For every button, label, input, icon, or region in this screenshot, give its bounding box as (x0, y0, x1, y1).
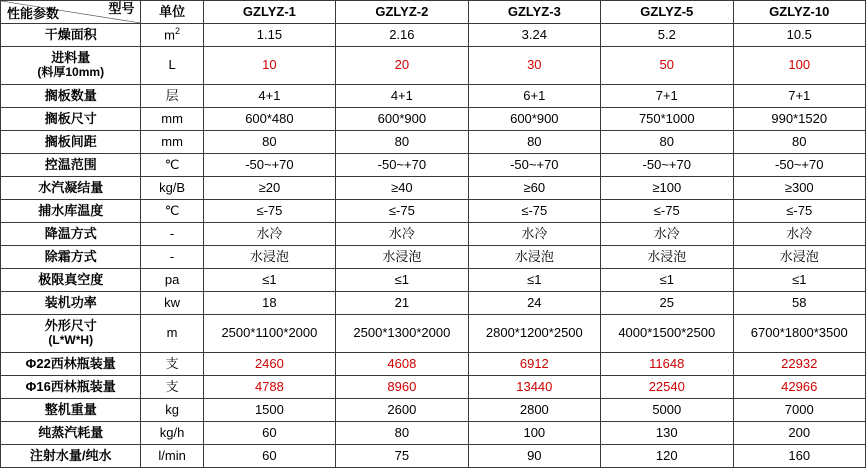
cell-value: 990*1520 (733, 108, 866, 131)
cell-value: -50~+70 (203, 154, 335, 177)
cell-value: -50~+70 (468, 154, 600, 177)
cell-value: 80 (601, 131, 733, 154)
table-row (1, 445, 866, 468)
cell-value: 130 (601, 422, 733, 445)
table-row (1, 246, 866, 269)
cell-value: 600*900 (336, 108, 468, 131)
cell-value: 7000 (733, 399, 866, 422)
table-row (1, 223, 866, 246)
cell-value: ≥40 (336, 177, 468, 200)
cell-value: 水浸泡 (468, 246, 600, 269)
row-label: 捕水库温度 (1, 200, 141, 223)
row-unit: l/min (141, 445, 203, 468)
cell-value: 60 (203, 422, 335, 445)
table-row (1, 315, 866, 353)
cell-value: 58 (733, 292, 866, 315)
row-label (1, 47, 141, 85)
row-label: 纯蒸汽耗量 (1, 422, 141, 445)
cell-value: 2500*1300*2000 (336, 315, 468, 353)
cell-value: 2460 (203, 353, 335, 376)
cell-value: 30 (468, 47, 600, 85)
cell-value: ≤1 (203, 269, 335, 292)
row-unit: - (141, 246, 203, 269)
row-label: 搁板数量 (1, 85, 141, 108)
cell-value: 3.24 (468, 24, 600, 47)
cell-value: 2500*1100*2000 (203, 315, 335, 353)
row-label: 水汽凝结量 (1, 177, 141, 200)
cell-value: ≥60 (468, 177, 600, 200)
table-row (1, 269, 866, 292)
row-unit: kw (141, 292, 203, 315)
cell-value: 160 (733, 445, 866, 468)
row-label: 装机功率 (1, 292, 141, 315)
cell-value: ≤-75 (601, 200, 733, 223)
cell-value: 200 (733, 422, 866, 445)
performance-axis-label: 性能参数 (7, 6, 60, 22)
cell-value: ≤-75 (733, 200, 866, 223)
model-header-4: GZLYZ-5 (601, 1, 733, 24)
cell-value: 7+1 (733, 85, 866, 108)
cell-value: 4608 (336, 353, 468, 376)
cell-value: -50~+70 (336, 154, 468, 177)
table-row (1, 85, 866, 108)
cell-value: ≥20 (203, 177, 335, 200)
cell-value: 13440 (468, 376, 600, 399)
row-unit: - (141, 223, 203, 246)
cell-value: ≤1 (336, 269, 468, 292)
header-corner-cell (1, 1, 141, 24)
cell-value: 80 (336, 422, 468, 445)
row-label: 降温方式 (1, 223, 141, 246)
cell-value: 750*1000 (601, 108, 733, 131)
model-header-5: GZLYZ-10 (733, 1, 866, 24)
table-row (1, 108, 866, 131)
model-header-2: GZLYZ-2 (336, 1, 468, 24)
cell-value: 25 (601, 292, 733, 315)
cell-value: 6700*1800*3500 (733, 315, 866, 353)
cell-value: 1500 (203, 399, 335, 422)
table-row (1, 47, 866, 85)
cell-value: 18 (203, 292, 335, 315)
cell-value: 80 (468, 131, 600, 154)
cell-value: ≤-75 (468, 200, 600, 223)
table-row (1, 353, 866, 376)
cell-value: 2800*1200*2500 (468, 315, 600, 353)
cell-value: 水冷 (601, 223, 733, 246)
row-unit: mm (141, 108, 203, 131)
table-row (1, 24, 866, 47)
cell-value: 11648 (601, 353, 733, 376)
row-unit: 层 (141, 85, 203, 108)
row-unit: kg/B (141, 177, 203, 200)
row-unit (141, 24, 203, 47)
cell-value: 24 (468, 292, 600, 315)
cell-value: 5.2 (601, 24, 733, 47)
cell-value: 100 (468, 422, 600, 445)
cell-value: 42966 (733, 376, 866, 399)
unit-column-header: 单位 (141, 1, 203, 24)
cell-value: 水冷 (733, 223, 866, 246)
cell-value: 水浸泡 (336, 246, 468, 269)
cell-value: ≤-75 (336, 200, 468, 223)
cell-value: 4+1 (336, 85, 468, 108)
cell-value: 600*900 (468, 108, 600, 131)
table-header-row (1, 1, 866, 24)
row-unit: kg/h (141, 422, 203, 445)
row-label: 搁板间距 (1, 131, 141, 154)
cell-value: 4+1 (203, 85, 335, 108)
model-header-3: GZLYZ-3 (468, 1, 600, 24)
table-body (1, 24, 866, 468)
table-row (1, 422, 866, 445)
row-unit: L (141, 47, 203, 85)
row-label: 整机重量 (1, 399, 141, 422)
cell-value: 600*480 (203, 108, 335, 131)
cell-value: ≤1 (733, 269, 866, 292)
row-label: 干燥面积 (1, 24, 141, 47)
cell-value: 水浸泡 (601, 246, 733, 269)
table-row (1, 376, 866, 399)
row-label: 除霜方式 (1, 246, 141, 269)
row-label: 极限真空度 (1, 269, 141, 292)
model-header-1: GZLYZ-1 (203, 1, 335, 24)
cell-value: 10.5 (733, 24, 866, 47)
row-unit: 支 (141, 353, 203, 376)
cell-value: 水冷 (468, 223, 600, 246)
cell-value: 4000*1500*2500 (601, 315, 733, 353)
cell-value: 6+1 (468, 85, 600, 108)
row-label (1, 315, 141, 353)
unit-superscript: 2 (175, 26, 181, 37)
row-unit: m (141, 315, 203, 353)
table-row (1, 292, 866, 315)
cell-value: 60 (203, 445, 335, 468)
cell-value: 120 (601, 445, 733, 468)
cell-value: 2600 (336, 399, 468, 422)
model-axis-label: 型号 (108, 1, 135, 16)
row-unit: 支 (141, 376, 203, 399)
cell-value: ≤1 (468, 269, 600, 292)
cell-value: 50 (601, 47, 733, 85)
row-label: 注射水量/纯水 (1, 445, 141, 468)
row-unit: kg (141, 399, 203, 422)
cell-value: 90 (468, 445, 600, 468)
table-row (1, 399, 866, 422)
cell-value: 22932 (733, 353, 866, 376)
cell-value: 水冷 (336, 223, 468, 246)
cell-value: 22540 (601, 376, 733, 399)
cell-value: 80 (203, 131, 335, 154)
row-unit: ℃ (141, 154, 203, 177)
cell-value: ≤1 (601, 269, 733, 292)
cell-value: ≥100 (601, 177, 733, 200)
cell-value: 2800 (468, 399, 600, 422)
row-label: 搁板尺寸 (1, 108, 141, 131)
table-row (1, 131, 866, 154)
row-label-main: 进料量 (51, 50, 91, 66)
row-unit: pa (141, 269, 203, 292)
row-label: 控温范围 (1, 154, 141, 177)
cell-value: 75 (336, 445, 468, 468)
unit-text: m (164, 27, 175, 43)
cell-value: 水浸泡 (733, 246, 866, 269)
cell-value: 21 (336, 292, 468, 315)
row-label-sub: (料厚10mm) (37, 65, 105, 80)
cell-value: ≥300 (733, 177, 866, 200)
cell-value: 20 (336, 47, 468, 85)
row-label: Φ16西林瓶装量 (1, 376, 141, 399)
cell-value: -50~+70 (601, 154, 733, 177)
cell-value: 80 (336, 131, 468, 154)
cell-value: 8960 (336, 376, 468, 399)
cell-value: 5000 (601, 399, 733, 422)
cell-value: 10 (203, 47, 335, 85)
table-row (1, 177, 866, 200)
row-label: Φ22西林瓶装量 (1, 353, 141, 376)
cell-value: 100 (733, 47, 866, 85)
row-label-main: 外形尺寸 (44, 318, 97, 334)
cell-value: 6912 (468, 353, 600, 376)
table-row (1, 200, 866, 223)
cell-value: 4788 (203, 376, 335, 399)
row-unit: ℃ (141, 200, 203, 223)
cell-value: ≤-75 (203, 200, 335, 223)
cell-value: 水浸泡 (203, 246, 335, 269)
table-row (1, 154, 866, 177)
cell-value: 80 (733, 131, 866, 154)
cell-value: 2.16 (336, 24, 468, 47)
cell-value: 7+1 (601, 85, 733, 108)
row-label-sub: (L*W*H) (48, 333, 94, 348)
cell-value: 水冷 (203, 223, 335, 246)
cell-value: -50~+70 (733, 154, 866, 177)
cell-value: 1.15 (203, 24, 335, 47)
row-unit: mm (141, 131, 203, 154)
